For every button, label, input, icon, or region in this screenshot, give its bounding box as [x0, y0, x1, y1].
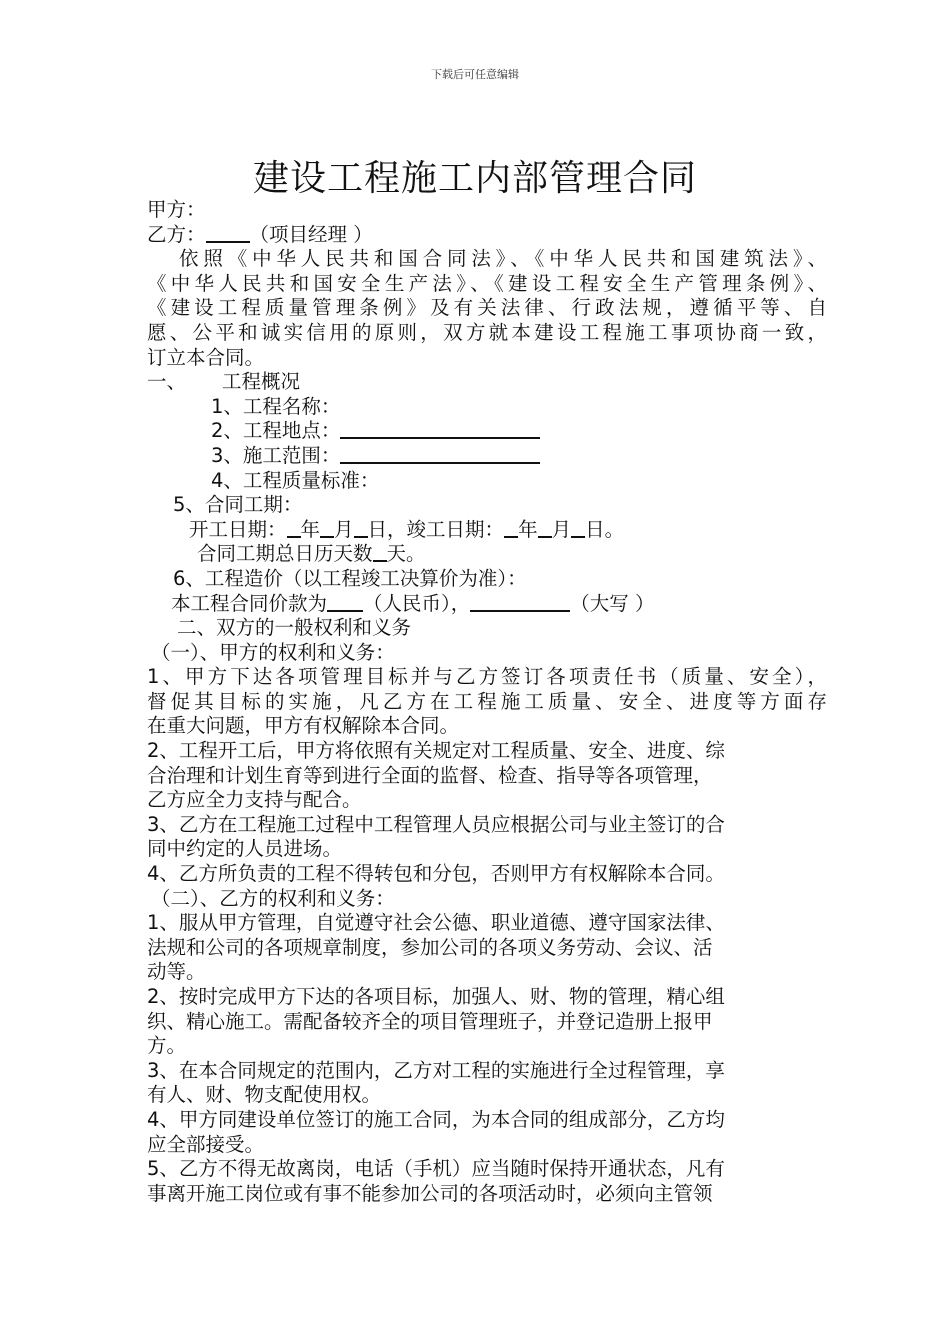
duration-label: 合同工期总日历天数	[197, 542, 373, 566]
clause-line: 3、乙方在工程施工过程中工程管理人员应根据公司与业主签订的合	[147, 812, 725, 836]
party-a-rights-heading: （一）、甲方的权利和义务：	[151, 640, 395, 664]
project-location-blank	[340, 419, 540, 439]
year-label: 年	[300, 517, 321, 541]
document-title: 建设工程施工内部管理合同	[252, 158, 697, 199]
contract-period-line	[147, 493, 827, 518]
day-end-label: 日。	[585, 517, 625, 541]
date-blank	[538, 518, 552, 538]
clause-line: 织、精心施工。需配备较齐全的项目管理班子，并登记造册上报甲	[147, 1009, 713, 1033]
price-capital-blank	[470, 592, 570, 612]
intro-line: 依照《中华人民共和国合同法》、《中华人民共和国建筑法》、	[179, 247, 827, 271]
quality-standard-label: 4、工程质量标准：	[211, 468, 380, 492]
price-rmb-label: （人民币），	[363, 591, 471, 615]
section2-heading: 二、双方的一般权利和义务	[177, 616, 412, 640]
intro-line: 愿、公平和诚实信用的原则，双方就本建设工程施工事项协商一致，	[147, 320, 827, 344]
project-name-label: 1、工程名称：	[211, 394, 341, 418]
party-b-line	[147, 223, 827, 248]
year-label: 年	[518, 517, 538, 541]
contract-period-label: 5、合同工期：	[173, 493, 303, 517]
document-body	[147, 198, 827, 1206]
section1-heading-text: 工程概况	[222, 370, 301, 394]
intro-line: 订立本合同。	[147, 345, 265, 369]
clause-line: 1、服从甲方管理，自觉遵守社会公德、职业道德、遵守国家法律、	[147, 911, 725, 935]
intro-line: 《建设工程质量管理条例》及有关法律、行政法规，遵循平等、自	[147, 296, 827, 320]
duration-blank	[373, 542, 387, 562]
clause-line: 2、工程开工后，甲方将依照有关规定对工程质量、安全、进度、综	[147, 739, 725, 763]
section1-heading	[147, 370, 827, 395]
completion-date-label: 日，竣工日期：	[367, 517, 505, 541]
clause-line: 在重大问题，甲方有权解除本合同。	[147, 714, 460, 738]
clause-line: 4、乙方所负责的工程不得转包和分包，否则甲方有权解除本合同。	[147, 862, 725, 886]
date-blank	[571, 518, 585, 538]
clause-line: 应全部接受。	[147, 1132, 265, 1156]
party-a-line	[147, 198, 827, 223]
section1-heading-number: 一、	[147, 370, 187, 394]
party-b-rights-heading: （二）、乙方的权利和义务：	[151, 886, 395, 910]
duration-suffix: 天。	[386, 542, 426, 566]
month-label: 月	[551, 517, 572, 541]
clause-line: 方。	[147, 1034, 187, 1058]
construction-scope-blank	[340, 444, 540, 464]
clause-line: 4、甲方同建设单位签订的施工合同，为本合同的组成部分，乙方均	[147, 1107, 725, 1131]
clause-line: 乙方应全力支持与配合。	[147, 788, 362, 812]
construction-scope-label: 3、施工范围：	[211, 443, 341, 467]
party-b-blank	[206, 223, 250, 243]
contract-price-line	[147, 592, 827, 617]
clause-line: 法规和公司的各项规章制度，参加公司的各项义务劳动、会议、活	[147, 935, 713, 959]
clause-line: 事离开施工岗位或有事不能参加公司的各项活动时，必须向主管领	[147, 1181, 713, 1205]
price-capital-label: （大写 ）	[570, 591, 655, 615]
party-a-label: 甲方：	[147, 198, 206, 221]
project-location-label: 2、工程地点：	[211, 419, 341, 443]
clause-line: 有人、财、物支配使用权。	[147, 1083, 382, 1107]
date-blank	[504, 518, 518, 538]
clause-line: 5、乙方不得无故离岗，电话（手机）应当随时保持开通状态，凡有	[147, 1157, 725, 1181]
clause-line: 同中约定的人员进场。	[147, 837, 343, 861]
duration-line	[147, 542, 827, 567]
quality-standard-line	[147, 469, 827, 494]
clause-line: 2、按时完成甲方下达的各项目标，加强人、财、物的管理，精心组	[147, 985, 725, 1008]
header-note: 下载后可任意编辑	[431, 68, 519, 81]
dates-line	[147, 518, 827, 543]
clause-line: 动等。	[147, 960, 206, 984]
contract-price-label: 本工程合同价款为	[171, 591, 328, 615]
project-name-line	[147, 395, 827, 420]
clause-line: 督促其目标的实施，凡乙方在工程施工质量、安全、进度等方面存	[147, 689, 827, 713]
party-b-label: 乙方：	[147, 222, 206, 246]
price-rmb-blank	[327, 592, 363, 612]
date-blank	[320, 518, 334, 538]
intro-line: 《中华人民共和国安全生产法》、《建设工程安全生产管理条例》、	[147, 271, 827, 295]
construction-scope-line	[147, 444, 827, 469]
project-cost-label: 6、工程造价（以工程竣工决算价为准）：	[173, 566, 527, 590]
start-date-label: 开工日期：	[189, 517, 287, 541]
month-label: 月	[334, 517, 354, 541]
party-b-suffix: （项目经理 ）	[249, 222, 373, 246]
clause-line: 1、甲方下达各项管理目标并与乙方签订各项责任书（质量、安全），	[147, 665, 827, 689]
project-location-line	[147, 419, 827, 444]
date-blank	[287, 518, 301, 538]
project-cost-line	[147, 567, 827, 592]
clause-line: 3、在本合同规定的范围内，乙方对工程的实施进行全过程管理，享	[147, 1058, 725, 1082]
clause-line: 合治理和计划生育等到进行全面的监督、检查、指导等各项管理，	[147, 763, 713, 787]
date-blank	[354, 518, 368, 538]
